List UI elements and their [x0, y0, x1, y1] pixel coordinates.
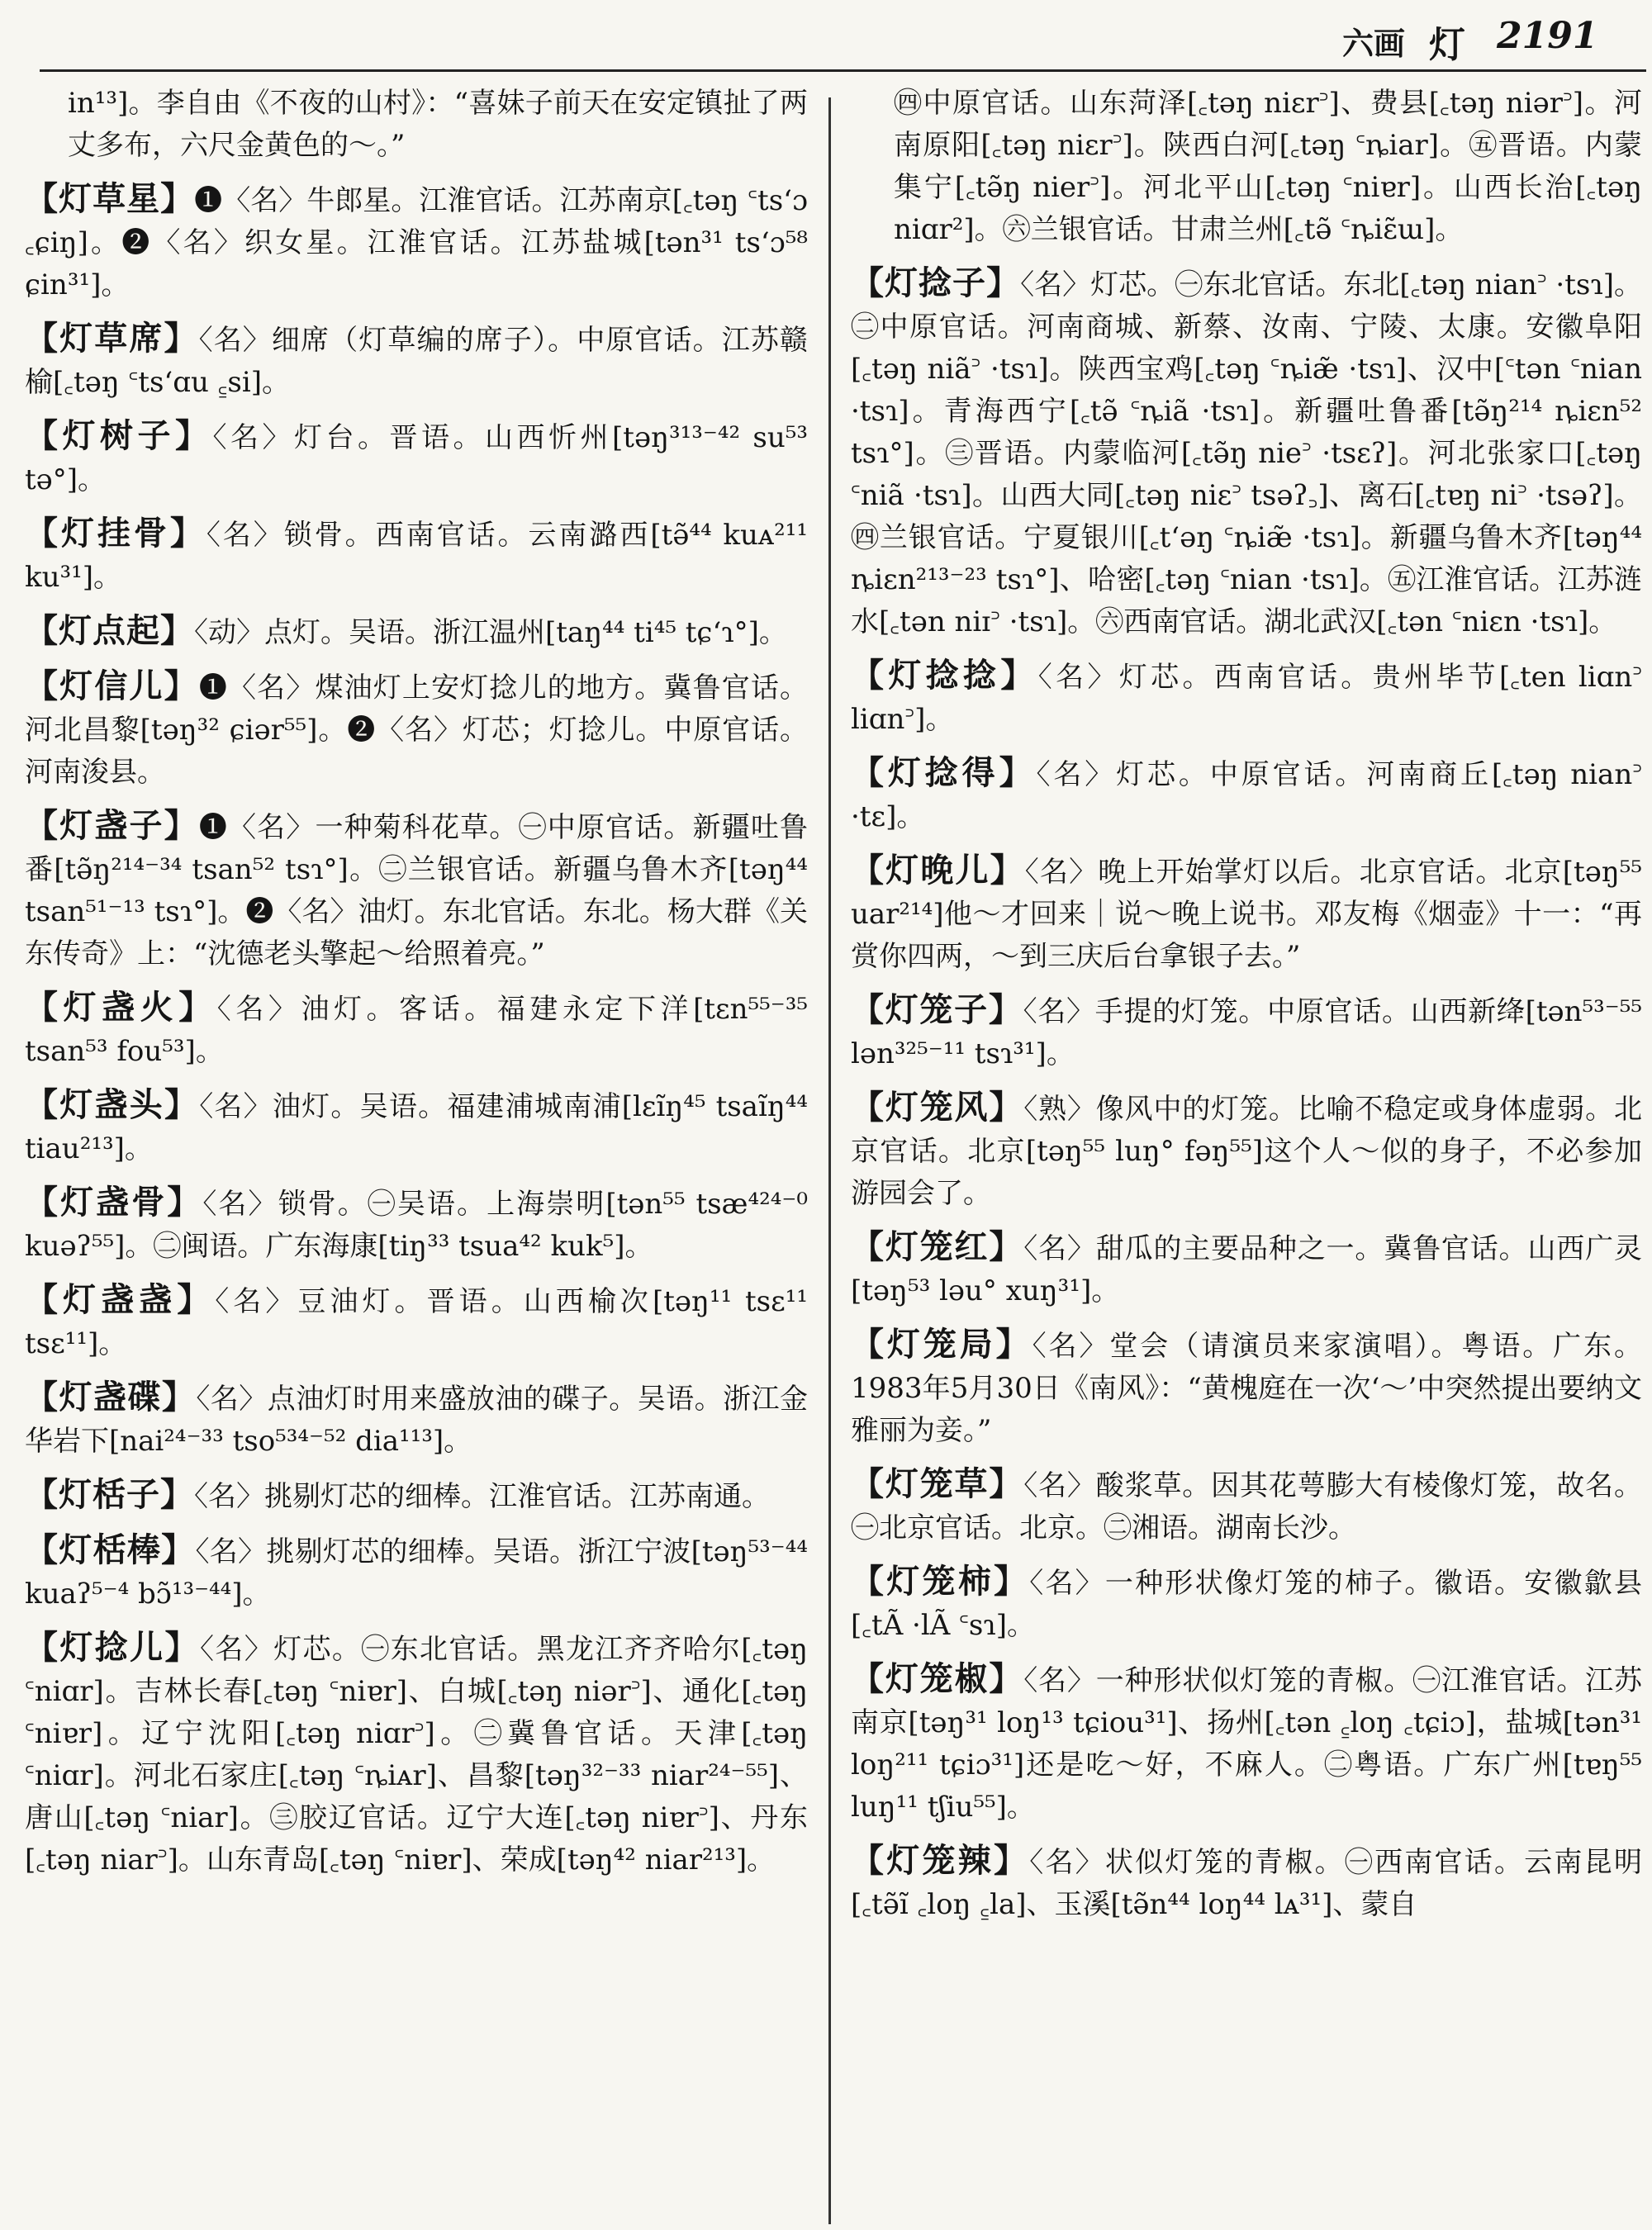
entry-definition: 〈名〉油灯。客话。福建永定下洋[tɛn⁵⁵⁻³⁵ tsan⁵³ fou⁵³]。: [25, 993, 809, 1068]
entry-definition: 〈名〉锁骨。西南官话。云南潞西[tə̃⁴⁴ kuᴀ²¹¹ ku³¹]。: [25, 519, 809, 594]
dictionary-entry: [25, 1084, 808, 1170]
entry-headword: 【灯盏盏】: [25, 1281, 216, 1319]
entry-headword: 【灯笼风】: [851, 1089, 1024, 1127]
dictionary-entry: [25, 805, 808, 975]
dictionary-entry: [851, 1087, 1642, 1215]
entry-definition: 〈名〉挑剔灯芯的细棒。江淮官话。江苏南通。: [194, 1480, 770, 1513]
section-label: 六画: [1342, 25, 1406, 62]
dictionary-entry: [851, 850, 1642, 978]
entry-headword: 【灯盏骨】: [25, 1184, 203, 1222]
page-number: 2191: [1497, 15, 1598, 57]
entry-definition: 〈名〉酸浆草。因其花萼膨大有棱像灯笼，故名。㊀北京官话。北京。㊁湘语。湖南长沙。: [851, 1469, 1643, 1544]
entry-headword: 【灯盏碟】: [25, 1378, 197, 1416]
dictionary-entry: [25, 1182, 808, 1268]
dictionary-entry: [25, 178, 808, 306]
entry-definition: 〈名〉灯芯。㊀东北官话。东北[꜀təŋ nian꜄ ·tsɿ]。㊁中原官话。河南商城、新蔡、汝南、宁陵、太康。安徽阜阳[꜀təŋ niã꜄ ·tsɿ]。陕西宝鸡[꜀təŋ ꜂ȵiæ̃ ·tsɿ]、汉中[꜂tən ꜂nian ·tsɿ]。青海西宁[꜀tə̃ ꜂ȵiã ·tsɿ]。新疆吐鲁番[tə̃ŋ²¹⁴ ȵiɛn⁵² tsɿ°]。㊂晋语。内蒙临河[꜀tə̃ŋ nie꜄ ·tsɛʔ]。河北张家口[꜀təŋ ꜂niã ·tsɿ]。山西大同[꜀təŋ niɛ꜄ tsəʔ꜆]、离石[꜀tɐŋ ni꜄ ·tsəʔ]。㊃兰银官话。宁夏银川[꜀tʻəŋ ꜂ȵiæ̃ ·tsɿ]。新疆乌鲁木齐[təŋ⁴⁴ ȵiɛn²¹³⁻²³ tsɿ°]、哈密[꜀təŋ ꜂nian ·tsɿ]。㊄江淮官话。江苏涟水[꜀tən niɪ꜄ ·tsɿ]。㊅西南官话。湖北武汉[꜀tən ꜂niɛn ·tsɿ]。: [851, 268, 1642, 638]
column-divider: [828, 97, 831, 2224]
entry-definition: 〈名〉堂会（请演员来家演唱）。粤语。广东。1983年5月30日《南风》：“黄槐庭在一次‘～’中突然提出要纳文雅丽为妾。”: [851, 1330, 1643, 1447]
entry-headword: 【灯捻子】: [851, 264, 1021, 302]
dictionary-entry: [25, 987, 808, 1073]
head-character: 灯: [1429, 24, 1465, 66]
entry-headword: 【灯栝棒】: [25, 1531, 196, 1569]
entry-definition: 〈动〉点灯。吴语。浙江温州[taŋ⁴⁴ ti⁴⁵ tɕʻɿ°]。: [194, 616, 787, 649]
entry-definition: 〈名〉豆油灯。晋语。山西榆次[təŋ¹¹ tsɛ¹¹ tsɛ¹¹]。: [25, 1285, 808, 1360]
entry-definition: 〈名〉一种形状像灯笼的柿子。徽语。安徽歙县[꜀tÃ ·lÃ ꜂sɿ]。: [851, 1567, 1643, 1642]
entry-headword: 【灯笼红】: [851, 1228, 1024, 1266]
dictionary-entry: [25, 318, 808, 404]
dictionary-entry: [851, 1226, 1642, 1312]
entry-headword: 【灯晚儿】: [851, 852, 1025, 890]
dictionary-entry: [25, 1279, 808, 1365]
dictionary-entry: [25, 415, 808, 501]
entry-headword: 【灯盏火】: [25, 989, 217, 1027]
entry-headword: 【灯笼柿】: [851, 1563, 1030, 1601]
dictionary-entry: [851, 1464, 1642, 1549]
entry-definition: 〈名〉一种形状似灯笼的青椒。㊀江淮官话。江苏南京[təŋ³¹ loŋ¹³ tɕiou³¹]、扬州[꜀tən ꜁loŋ ꜀tɕiɔ]，盐城[tən³¹ loŋ²¹¹ tɕiɔ³¹]还是吃～好，不麻人。㊁粤语。广东广州[tɐŋ⁵⁵ luŋ¹¹ tʃiu⁵⁵]。: [851, 1664, 1643, 1824]
dictionary-entry: [851, 655, 1642, 741]
page-header: [0, 0, 1652, 71]
entry-definition: 〈名〉锁骨。㊀吴语。上海崇明[tən⁵⁵ tsæ⁴²⁴⁻⁰ kuəʔ⁵⁵]。㊁闽语。广东海康[tiŋ³³ tsua⁴² kuk⁵]。: [25, 1188, 808, 1263]
entry-headword: 【灯笼辣】: [851, 1842, 1030, 1880]
dictionary-entry: [25, 666, 808, 794]
entry-definition: ❶〈名〉一种菊科花草。㊀中原官话。新疆吐鲁番[tə̃ŋ²¹⁴⁻³⁴ tsan⁵² tsɿ°]。㊁兰银官话。新疆乌鲁木齐[təŋ⁴⁴ tsan⁵¹⁻¹³ tsɿ°]。❷〈名〉油灯。东北官话。东北。杨大群《关东传奇》上：“沈德老头擎起～给照着亮。”: [25, 811, 809, 970]
entry-headword: 【灯盏子】: [25, 807, 199, 845]
dictionary-entry: [25, 1530, 808, 1616]
right-column: [851, 83, 1642, 1938]
dictionary-entry: [851, 1324, 1642, 1452]
entry-definition: 〈名〉状似灯笼的青椒。㊀西南官话。云南昆明[꜀tə̃ĩ ꜀loŋ ꜁la]、玉溪[tə̃n⁴⁴ loŋ⁴⁴ lᴀ³¹]、蒙自: [851, 1846, 1643, 1921]
entry-headword: 【灯点起】: [25, 612, 194, 650]
entry-headword: 【灯笼子】: [851, 991, 1023, 1029]
entry-definition: ❶〈名〉牛郎星。江淮官话。江苏南京[꜀təŋ ꜂tsʻɔ ꜀ɕiŋ]。❷〈名〉织女星。江淮官话。江苏盐城[tən³¹ tsʻɔ⁵⁸ ɕin³¹]。: [25, 184, 809, 301]
entry-headword: 【灯笼椒】: [851, 1660, 1024, 1698]
dictionary-entry: [25, 610, 808, 654]
entry-definition: 〈熟〉像风中的灯笼。比喻不稳定或身体虚弱。北京官话。北京[təŋ⁵⁵ luŋ° fəŋ⁵⁵]这个人～似的身子，不必参加游园会了。: [851, 1093, 1643, 1210]
dictionary-entry: [851, 1561, 1642, 1647]
entry-headword: 【灯栝子】: [25, 1476, 194, 1514]
entry-definition: 〈名〉油灯。吴语。福建浦城南浦[lɛĩŋ⁴⁵ tsaĩŋ⁴⁴ tiau²¹³]。: [25, 1090, 808, 1165]
dictionary-entry: [25, 1377, 808, 1463]
dictionary-entry: [851, 752, 1642, 838]
dictionary-entry: [25, 1627, 808, 1881]
header-rule: [40, 69, 1646, 72]
entry-headword: 【灯笼草】: [851, 1465, 1024, 1503]
entry-headword: 【灯草席】: [25, 320, 199, 358]
dictionary-entry: [25, 1474, 808, 1518]
entry-definition: ❶〈名〉煤油灯上安灯捻儿的地方。冀鲁官话。河北昌黎[təŋ³² ɕiər⁵⁵]。❷〈名〉灯芯；灯捻儿。中原官话。河南浚县。: [25, 671, 809, 789]
entry-headword: 【灯笼局】: [851, 1326, 1032, 1364]
left-column: [25, 83, 808, 1893]
entry-headword: 【灯盏头】: [25, 1086, 200, 1124]
dictionary-entry: [851, 989, 1642, 1075]
entry-definition: 〈名〉灯芯。㊀东北官话。黑龙江齐齐哈尔[꜀təŋ ꜂niɑr]。吉林长春[꜀təŋ ꜂niɐr]、白城[꜀təŋ niər꜄]、通化[꜀təŋ ꜂niɐr]。辽宁沈阳[꜀təŋ niɑr꜄]。㊁冀鲁官话。天津[꜀təŋ ꜂niɑr]。河北石家庄[꜀təŋ ꜂ȵiᴀr]、昌黎[təŋ³²⁻³³ niar²⁴⁻⁵⁵]、唐山[꜀təŋ ꜂niar]。㊂胶辽官话。辽宁大连[꜀təŋ niɐr꜄]、丹东[꜀təŋ niar꜄]。山东青岛[꜀təŋ ꜂niɐr]、荣成[təŋ⁴² niar²¹³]。: [25, 1633, 808, 1877]
entry-headword: 【灯树子】: [25, 417, 213, 455]
entry-definition: 〈名〉灯芯。西南官话。贵州毕节[꜀ten liɑn꜄ liɑn꜄]。: [851, 661, 1643, 736]
dictionary-entry: [851, 1658, 1642, 1829]
entry-definition: 〈名〉细席（灯草编的席子）。中原官话。江苏赣榆[꜀təŋ ꜂tsʻɑu ꜁si]。: [25, 324, 808, 399]
continued-text: ㊃中原官话。山东菏泽[꜀təŋ niɛr꜄]、费县[꜀təŋ niər꜄]。河南原阳[꜀təŋ niɛr꜄]。陕西白河[꜀təŋ ꜂ȵiar]。㊄晋语。内蒙集宁[꜀tə̃ŋ nier꜄]。河北平山[꜀təŋ ꜂niɐr]。山西长治[꜀təŋ niɑr²]。㊅兰银官话。甘肃兰州[꜀tə̃ ꜂ȵiɛ̃ɯ]。: [894, 87, 1642, 246]
entry-definition: 〈名〉手提的灯笼。中原官话。山西新绛[tən⁵³⁻⁵⁵ lən³²⁵⁻¹¹ tsɿ³¹]。: [851, 995, 1642, 1070]
entry-definition: 〈名〉灯台。晋语。山西忻州[təŋ³¹³⁻⁴² su⁵³ tə°]。: [25, 421, 808, 496]
entry-headword: 【灯信儿】: [25, 667, 199, 705]
entry-definition: 〈名〉甜瓜的主要品种之一。冀鲁官话。山西广灵[təŋ⁵³ ləu° xuŋ³¹]。: [851, 1232, 1643, 1307]
entry-headword: 【灯挂骨】: [25, 515, 206, 553]
continued-text: in¹³]。李自由《不夜的山村》：“喜妹子前天在安定镇扯了两丈多布，六尺金黄色的～。”: [68, 87, 808, 162]
dictionary-entry: [25, 513, 808, 599]
entry-definition: 〈名〉灯芯。中原官话。河南商丘[꜀təŋ nian꜄ ·tɛ]。: [851, 758, 1642, 833]
entry-definition: 〈名〉晚上开始掌灯以后。北京官话。北京[təŋ⁵⁵ uar²¹⁴]他～才回来｜说～晚上说书。邓友梅《烟壶》十一：“再赏你四两，～到三庆后台拿银子去。”: [851, 856, 1642, 973]
entry-headword: 【灯草星】: [25, 180, 195, 218]
dictionary-entry: [851, 1840, 1642, 1926]
entry-headword: 【灯捻得】: [851, 754, 1037, 792]
entry-headword: 【灯捻捻】: [851, 657, 1038, 695]
entry-definition: 〈名〉点油灯时用来盛放油的碟子。吴语。浙江金华岩下[nai²⁴⁻³³ tso⁵³⁴⁻⁵² dia¹¹³]。: [25, 1383, 809, 1458]
dictionary-entry: [851, 263, 1642, 643]
entry-headword: 【灯捻儿】: [25, 1629, 200, 1667]
entry-definition: 〈名〉挑剔灯芯的细棒。吴语。浙江宁波[təŋ⁵³⁻⁴⁴ kuaʔ⁵⁻⁴ bɔ̃¹³⁻⁴⁴]。: [25, 1535, 808, 1611]
